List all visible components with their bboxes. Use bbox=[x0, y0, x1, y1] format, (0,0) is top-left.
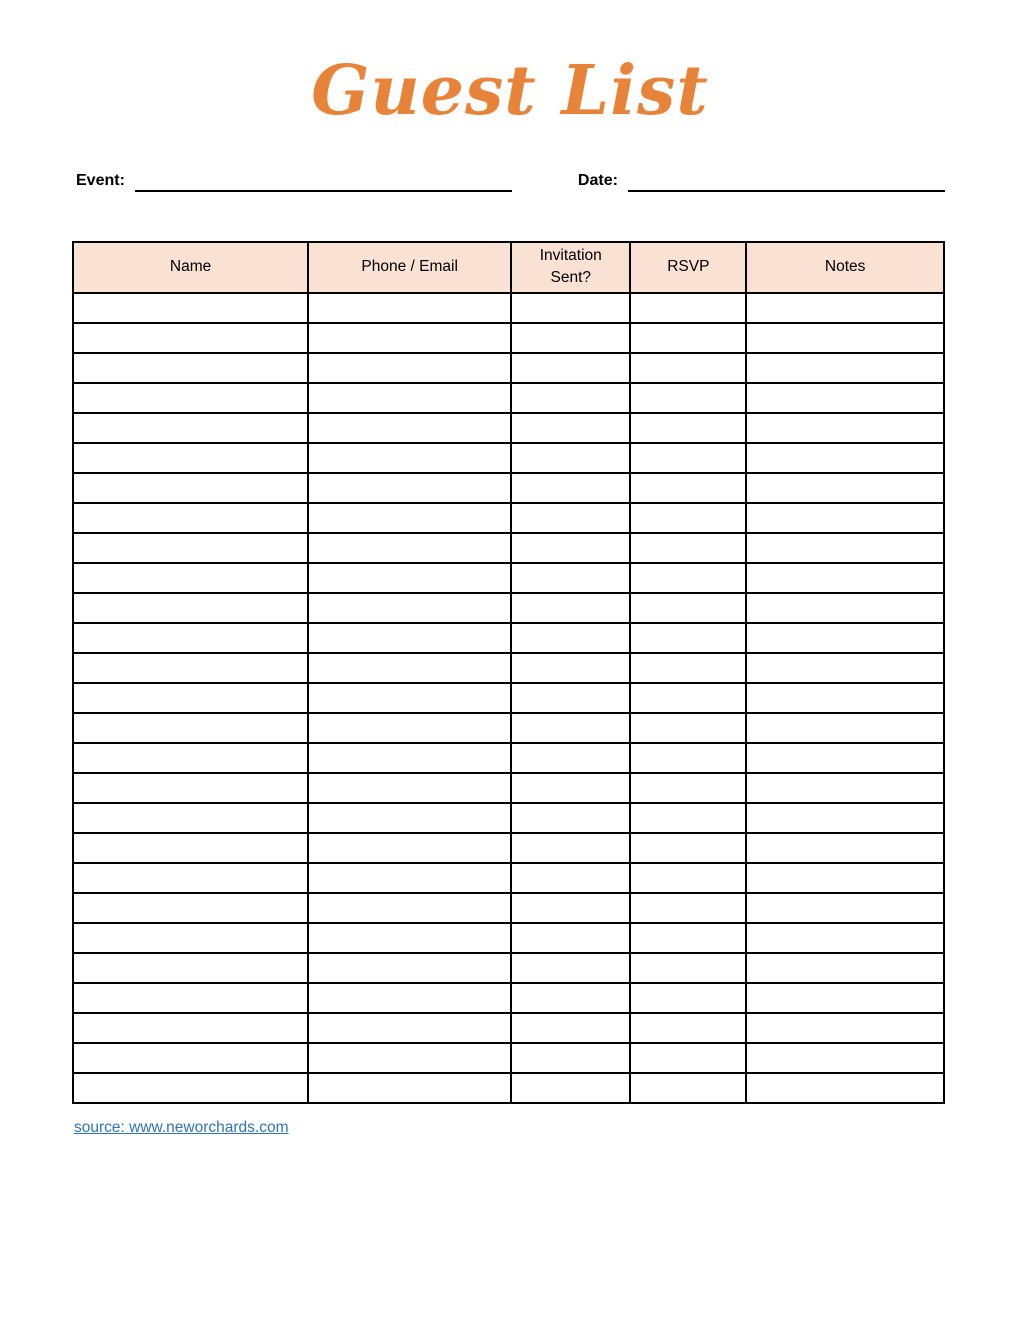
table-row bbox=[73, 473, 944, 503]
table-row bbox=[73, 563, 944, 593]
empty-cell bbox=[511, 863, 630, 893]
empty-cell bbox=[511, 383, 630, 413]
empty-cell bbox=[746, 893, 944, 923]
empty-cell bbox=[630, 803, 746, 833]
table-row bbox=[73, 1073, 944, 1103]
empty-cell bbox=[511, 353, 630, 383]
empty-cell bbox=[73, 473, 308, 503]
empty-cell bbox=[746, 923, 944, 953]
empty-cell bbox=[746, 953, 944, 983]
empty-cell bbox=[73, 803, 308, 833]
empty-cell bbox=[630, 1073, 746, 1103]
empty-cell bbox=[308, 293, 511, 323]
empty-cell bbox=[630, 893, 746, 923]
empty-cell bbox=[73, 743, 308, 773]
empty-cell bbox=[73, 533, 308, 563]
table-row bbox=[73, 413, 944, 443]
table-header-row bbox=[73, 242, 944, 293]
column-header-name: Name bbox=[73, 242, 308, 293]
empty-cell bbox=[630, 563, 746, 593]
empty-cell bbox=[308, 593, 511, 623]
empty-cell bbox=[746, 1043, 944, 1073]
empty-cell bbox=[73, 413, 308, 443]
empty-cell bbox=[746, 653, 944, 683]
empty-cell bbox=[73, 683, 308, 713]
empty-cell bbox=[630, 593, 746, 623]
empty-cell bbox=[511, 713, 630, 743]
empty-cell bbox=[308, 533, 511, 563]
empty-cell bbox=[630, 983, 746, 1013]
empty-cell bbox=[511, 593, 630, 623]
empty-cell bbox=[746, 383, 944, 413]
guest-table-body bbox=[73, 293, 944, 1103]
empty-cell bbox=[746, 353, 944, 383]
empty-cell bbox=[73, 563, 308, 593]
empty-cell bbox=[746, 743, 944, 773]
empty-cell bbox=[511, 683, 630, 713]
empty-cell bbox=[73, 443, 308, 473]
empty-cell bbox=[308, 893, 511, 923]
empty-cell bbox=[630, 323, 746, 353]
empty-cell bbox=[511, 1013, 630, 1043]
empty-cell bbox=[511, 503, 630, 533]
empty-cell bbox=[511, 293, 630, 323]
empty-cell bbox=[511, 443, 630, 473]
empty-cell bbox=[308, 743, 511, 773]
empty-cell bbox=[630, 383, 746, 413]
empty-cell bbox=[73, 953, 308, 983]
empty-cell bbox=[746, 293, 944, 323]
empty-cell bbox=[630, 743, 746, 773]
column-header-phone-email: Phone / Email bbox=[308, 242, 511, 293]
empty-cell bbox=[308, 1073, 511, 1103]
page-title: Guest List bbox=[311, 51, 709, 131]
table-row bbox=[73, 863, 944, 893]
empty-cell bbox=[73, 1073, 308, 1103]
empty-cell bbox=[308, 713, 511, 743]
empty-cell bbox=[746, 803, 944, 833]
empty-cell bbox=[746, 473, 944, 503]
empty-cell bbox=[308, 443, 511, 473]
empty-cell bbox=[630, 1043, 746, 1073]
table-row bbox=[73, 503, 944, 533]
empty-cell bbox=[73, 323, 308, 353]
empty-cell bbox=[630, 923, 746, 953]
empty-cell bbox=[308, 1013, 511, 1043]
empty-cell bbox=[511, 623, 630, 653]
table-row bbox=[73, 1013, 944, 1043]
event-label: Event: bbox=[76, 171, 125, 189]
empty-cell bbox=[746, 773, 944, 803]
empty-cell bbox=[746, 563, 944, 593]
empty-cell bbox=[511, 323, 630, 353]
empty-cell bbox=[73, 863, 308, 893]
empty-cell bbox=[746, 323, 944, 353]
empty-cell bbox=[73, 773, 308, 803]
empty-cell bbox=[511, 803, 630, 833]
date-input-line bbox=[628, 166, 945, 192]
empty-cell bbox=[511, 953, 630, 983]
empty-cell bbox=[511, 1043, 630, 1073]
empty-cell bbox=[746, 683, 944, 713]
empty-cell bbox=[746, 623, 944, 653]
empty-cell bbox=[308, 653, 511, 683]
column-header-notes: Notes bbox=[746, 242, 944, 293]
empty-cell bbox=[630, 683, 746, 713]
table-row bbox=[73, 893, 944, 923]
empty-cell bbox=[73, 1013, 308, 1043]
column-header-invitation-sent: Invitation Sent? bbox=[511, 242, 630, 293]
empty-cell bbox=[630, 863, 746, 893]
empty-cell bbox=[630, 443, 746, 473]
empty-cell bbox=[308, 383, 511, 413]
empty-cell bbox=[511, 473, 630, 503]
empty-cell bbox=[511, 923, 630, 953]
empty-cell bbox=[511, 743, 630, 773]
table-row bbox=[73, 323, 944, 353]
source-row bbox=[74, 1119, 1020, 1137]
table-row bbox=[73, 443, 944, 473]
empty-cell bbox=[630, 773, 746, 803]
empty-cell bbox=[73, 593, 308, 623]
empty-cell bbox=[73, 353, 308, 383]
source-link[interactable]: source: www.neworchards.com bbox=[74, 1118, 289, 1136]
table-row bbox=[73, 803, 944, 833]
empty-cell bbox=[511, 533, 630, 563]
table-row bbox=[73, 773, 944, 803]
empty-cell bbox=[630, 473, 746, 503]
empty-cell bbox=[73, 713, 308, 743]
table-row bbox=[73, 743, 944, 773]
table-row bbox=[73, 533, 944, 563]
empty-cell bbox=[308, 563, 511, 593]
table-row bbox=[73, 653, 944, 683]
empty-cell bbox=[73, 983, 308, 1013]
empty-cell bbox=[630, 293, 746, 323]
empty-cell bbox=[746, 833, 944, 863]
empty-cell bbox=[511, 983, 630, 1013]
table-row bbox=[73, 833, 944, 863]
empty-cell bbox=[308, 503, 511, 533]
empty-cell bbox=[308, 863, 511, 893]
empty-cell bbox=[308, 683, 511, 713]
empty-cell bbox=[630, 533, 746, 563]
table-row bbox=[73, 353, 944, 383]
empty-cell bbox=[73, 833, 308, 863]
empty-cell bbox=[308, 953, 511, 983]
guest-list-table bbox=[72, 241, 945, 1104]
table-row bbox=[73, 593, 944, 623]
empty-cell bbox=[73, 1043, 308, 1073]
event-input-line bbox=[135, 166, 512, 192]
empty-cell bbox=[511, 773, 630, 803]
empty-cell bbox=[746, 1073, 944, 1103]
column-header-rsvp: RSVP bbox=[630, 242, 746, 293]
empty-cell bbox=[511, 563, 630, 593]
empty-cell bbox=[73, 503, 308, 533]
empty-cell bbox=[73, 893, 308, 923]
empty-cell bbox=[630, 413, 746, 443]
empty-cell bbox=[746, 413, 944, 443]
empty-cell bbox=[511, 893, 630, 923]
empty-cell bbox=[630, 953, 746, 983]
table-row bbox=[73, 983, 944, 1013]
empty-cell bbox=[308, 1043, 511, 1073]
table-row bbox=[73, 623, 944, 653]
table-row bbox=[73, 293, 944, 323]
empty-cell bbox=[511, 1073, 630, 1103]
empty-cell bbox=[746, 983, 944, 1013]
empty-cell bbox=[630, 713, 746, 743]
date-label: Date: bbox=[577, 171, 618, 189]
empty-cell bbox=[630, 353, 746, 383]
empty-cell bbox=[630, 1013, 746, 1043]
empty-cell bbox=[308, 353, 511, 383]
empty-cell bbox=[308, 473, 511, 503]
empty-cell bbox=[511, 413, 630, 443]
empty-cell bbox=[73, 653, 308, 683]
empty-cell bbox=[630, 623, 746, 653]
empty-cell bbox=[746, 713, 944, 743]
empty-cell bbox=[308, 923, 511, 953]
empty-cell bbox=[308, 833, 511, 863]
empty-cell bbox=[511, 653, 630, 683]
empty-cell bbox=[73, 293, 308, 323]
empty-cell bbox=[746, 443, 944, 473]
empty-cell bbox=[73, 383, 308, 413]
empty-cell bbox=[511, 833, 630, 863]
empty-cell bbox=[630, 503, 746, 533]
empty-cell bbox=[308, 803, 511, 833]
empty-cell bbox=[308, 983, 511, 1013]
empty-cell bbox=[746, 863, 944, 893]
table-row bbox=[73, 683, 944, 713]
empty-cell bbox=[746, 1013, 944, 1043]
table-row bbox=[73, 923, 944, 953]
table-row bbox=[73, 713, 944, 743]
empty-cell bbox=[630, 833, 746, 863]
empty-cell bbox=[73, 923, 308, 953]
empty-cell bbox=[630, 653, 746, 683]
empty-cell bbox=[308, 323, 511, 353]
table-row bbox=[73, 1043, 944, 1073]
table-row bbox=[73, 953, 944, 983]
empty-cell bbox=[746, 593, 944, 623]
empty-cell bbox=[308, 623, 511, 653]
empty-cell bbox=[308, 773, 511, 803]
table-row bbox=[73, 383, 944, 413]
empty-cell bbox=[308, 413, 511, 443]
empty-cell bbox=[746, 533, 944, 563]
event-date-row bbox=[76, 158, 945, 192]
empty-cell bbox=[73, 623, 308, 653]
empty-cell bbox=[746, 503, 944, 533]
